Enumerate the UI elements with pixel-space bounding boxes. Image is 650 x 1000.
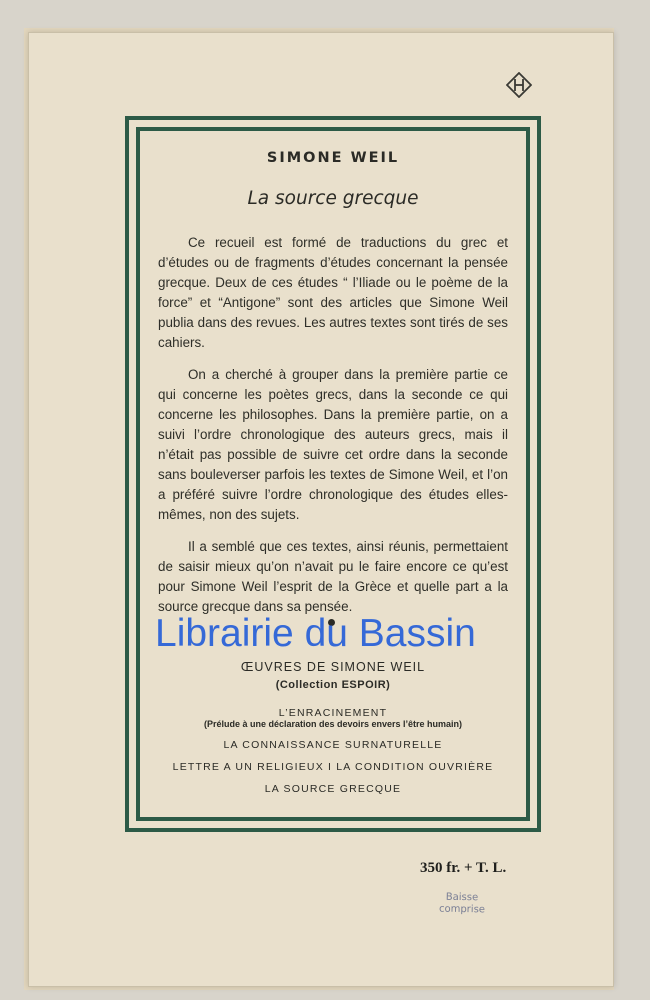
work-title: LETTRE A UN RELIGIEUX I LA CONDITION OUVRIÈRE [172, 761, 494, 773]
blurb-paragraph: Ce recueil est formé de traductions du grec et d’études ou de fragments d’études concernant la pensée grecque. Deux de ces études “ l’Iliade ou le poème de la force” et “Antigone” sont des articles que Simone Weil publia dans des revues. Les autres textes sont tirés de ses cahiers. [158, 235, 508, 350]
work-title: LA SOURCE GRECQUE [264, 783, 402, 795]
price-label: 350 fr. + T. L. [420, 860, 507, 876]
collection-label: (Collection ESPOIR) [275, 679, 391, 691]
works-list [140, 660, 526, 795]
stamp-line: comprise [438, 903, 486, 916]
blurb-paragraph: Il a semblé que ces textes, ainsi réunis, permettaient de saisir mieux qu’on n’avait pu le faire encore ce qu’est pour Simone Weil l’esprit de la Grèce et quelle part a la source grecque dans sa pensée. [158, 539, 508, 614]
works-heading: ŒUVRES DE SIMONE WEIL [240, 660, 426, 674]
work-title: L’ENRACINEMENT [278, 707, 388, 719]
watermark-text: Librairie du Bassin [155, 612, 476, 655]
book-title: La source grecque [247, 188, 419, 209]
blurb-text [158, 233, 508, 629]
work-subtitle: (Prélude à une déclaration des devoirs envers l’être humain) [203, 719, 463, 729]
tax-stamp [432, 892, 492, 916]
h-diamond-logo-icon [506, 72, 532, 98]
stamp-line: Baisse [445, 891, 479, 904]
author-name: SIMONE WEIL [266, 150, 400, 166]
work-title: LA CONNAISSANCE SURNATURELLE [223, 739, 443, 751]
blurb-paragraph: On a cherché à grouper dans la première partie ce qui concerne les poètes grecs, dans la seconde ce qui concerne les philosophes. Dans la première partie, on a suivi l’ordre chronologique des auteurs grecs, mais il n’était pas possible de suivre cet ordre dans la seconde sans bouleverser parfois les textes de Simone Weil, et l’on a préféré suivre l’ordre chronologique des études elles-mêmes, non des sujets. [158, 367, 508, 522]
